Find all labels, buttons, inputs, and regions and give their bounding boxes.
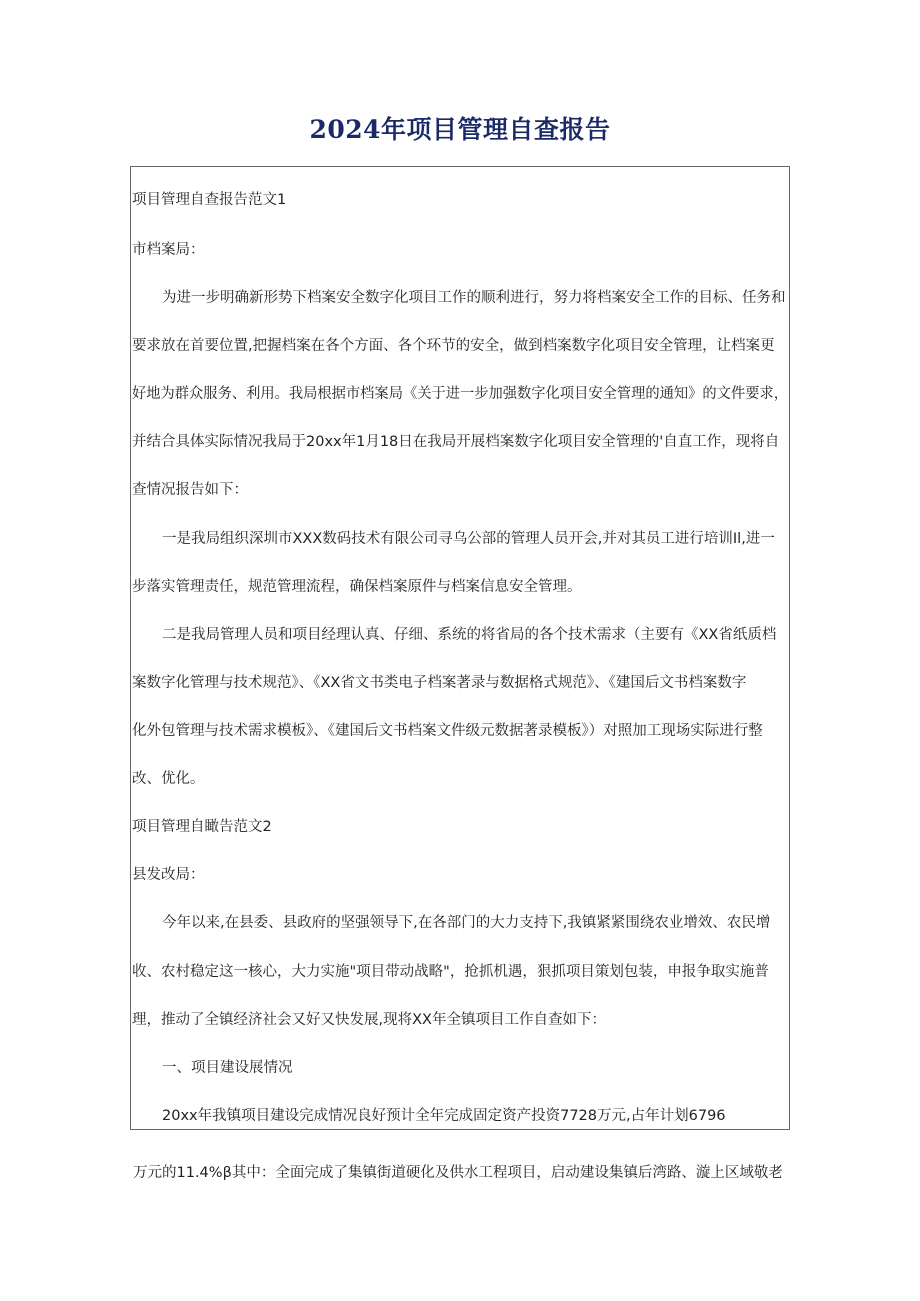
salutation-2: 县发改局： — [132, 867, 205, 883]
paragraph-line: 为进一步明确新形势下档案安全数字化项目工作的顺利进行，努力将档案安全工作的目标、任务和 — [162, 290, 786, 306]
paragraph-line: 理，推动了全镇经济社会又好又快发展,现将XX年全镇项目工作自查如下： — [132, 1012, 606, 1028]
paragraph-line: 二是我局管理人员和项目经理认真、仔细、系统的将省局的各个技术需求（主要有《XX省纸质档 — [162, 627, 777, 643]
paragraph-line: 好地为群众服务、利用。我局根据市档案局《关于进一步加强数字化项目安全管理的通知》的文件要求， — [132, 386, 788, 402]
section-heading-2: 项目管理自瞰告范文2 — [132, 819, 272, 835]
paragraph-line: 案数字化管理与技术规范》、《XX省文书类电子档案著录与数据格式规范》、《建国后文书档案数字 — [132, 675, 747, 691]
paragraph-line: 并结合具体实际情况我局于20xx年1月18日在我局开展档案数字化项目安全管理的'自直工作，现将自 — [132, 434, 780, 450]
paragraph-line: 查情况报告如下： — [132, 482, 248, 498]
paragraph-line: 化外包管理与技术需求模板》、《建国后文书档案文件级元数据著录模板》）对照加工现场实际进行整 — [132, 723, 763, 739]
paragraph-line: 今年以来,在县委、县政府的坚强领导下,在各部门的大力支持下,我镇紧紧围绕农业增效、农民增 — [162, 915, 771, 931]
paragraph-line: 20xx年我镇项目建设完成情况良好预计全年完成固定资产投资7728万元,占年计划6796 — [162, 1108, 726, 1124]
salutation-1: 市档案局： — [132, 242, 205, 258]
paragraph-line: 一是我局组织深圳市XXX数码技术有限公司寻乌公部的管理人员开会,并对其员工进行培训Il,进一 — [162, 531, 775, 547]
paragraph-line-continued: 万元的11.4%β其中：全面完成了集镇街道硬化及供水工程项目，启动建设集镇后湾路、漩上区域敬老 — [133, 1165, 783, 1181]
paragraph-line: 要求放在首要位置,把握档案在各个方面、各个环节的安全，做到档案数字化项目安全管理，让档案更 — [132, 338, 775, 354]
section-heading-1: 项目管理自查报告范文1 — [132, 192, 287, 208]
paragraph-line: 改、优化。 — [132, 771, 205, 787]
paragraph-line: 收、农村稳定这一核心，大力实施"项目带动战略"，抢抓机遇，狠抓项目策划包装，申报争取实施普 — [132, 964, 769, 980]
paragraph-line: 步落实管理责任，规范管理流程，确保档案原件与档案信息安全管理。 — [132, 579, 582, 595]
content-frame — [130, 166, 790, 1130]
page-title: 2024年项目管理自查报告 — [309, 115, 611, 144]
subsection-heading: 一、项目建设展情况 — [162, 1060, 293, 1076]
